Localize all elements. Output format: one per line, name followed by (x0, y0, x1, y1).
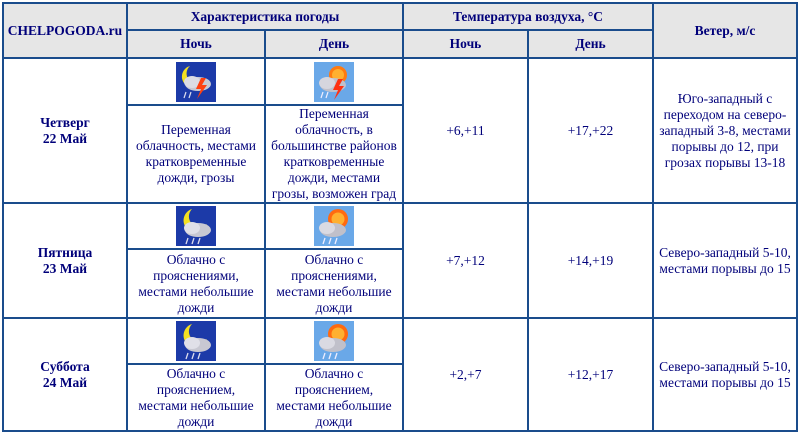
night-description: Облачно с прояснениями, местами небольшие дожди (128, 250, 264, 317)
temp-night: +6,+11 (404, 59, 527, 202)
weather-night-header: Ночь (128, 31, 264, 57)
day-label (4, 59, 126, 202)
night-icon-cell (128, 204, 264, 248)
temp-night: +7,+12 (404, 204, 527, 317)
moon-cloud-thunderstorm-icon (176, 62, 216, 102)
forecast-table (2, 2, 798, 432)
site-name-header: CHELPOGODA.ru (4, 4, 126, 57)
weather-day-header: День (266, 31, 402, 57)
date: 23 Май (42, 260, 88, 276)
day-icon-cell (266, 59, 402, 104)
temp-night: +2,+7 (404, 319, 527, 430)
weekday: Суббота (40, 358, 90, 374)
wind-header: Ветер, м/с (654, 4, 796, 57)
temp-night-header: Ночь (404, 31, 527, 57)
day-description: Облачно с прояснениями, местами небольшие дожди (266, 250, 402, 317)
temp-day: +12,+17 (529, 319, 652, 430)
temp-day-header: День (529, 31, 652, 57)
weather-characteristics-header: Характеристика погоды (128, 4, 402, 29)
weekday: Четверг (40, 114, 90, 130)
temp-day: +14,+19 (529, 204, 652, 317)
wind-description: Юго-западный с переходом на северо-западный 3-8, местами порывы до 12, при грозах порывы 13-18 (654, 59, 796, 202)
day-icon-cell (266, 204, 402, 248)
moon-cloud-rain-icon (176, 206, 216, 246)
day-icon-cell (266, 319, 402, 363)
wind-description: Северо-западный 5-10, местами порывы до 15 (654, 204, 796, 317)
night-icon-cell (128, 319, 264, 363)
day-description: Переменная облачность, в большинстве районов кратковременные дожди, местами грозы, возможен град (266, 106, 402, 202)
sun-cloud-thunderstorm-icon (314, 62, 354, 102)
sun-cloud-rain-icon (314, 321, 354, 361)
air-temperature-header: Температура воздуха, °С (404, 4, 652, 29)
moon-cloud-rain-icon (176, 321, 216, 361)
day-label (4, 319, 126, 430)
sun-cloud-rain-icon (314, 206, 354, 246)
day-label (4, 204, 126, 317)
night-description: Переменная облачность, местами кратковременные дожди, грозы (128, 106, 264, 202)
day-description: Облачно с прояснением, местами небольшие дожди (266, 365, 402, 430)
date: 24 Май (42, 374, 88, 390)
night-icon-cell (128, 59, 264, 104)
weekday: Пятница (37, 244, 93, 260)
temp-day: +17,+22 (529, 59, 652, 202)
date: 22 Май (42, 130, 88, 146)
wind-description: Северо-западный 5-10, местами порывы до 15 (654, 319, 796, 430)
night-description: Облачно с прояснением, местами небольшие дожди (128, 365, 264, 430)
